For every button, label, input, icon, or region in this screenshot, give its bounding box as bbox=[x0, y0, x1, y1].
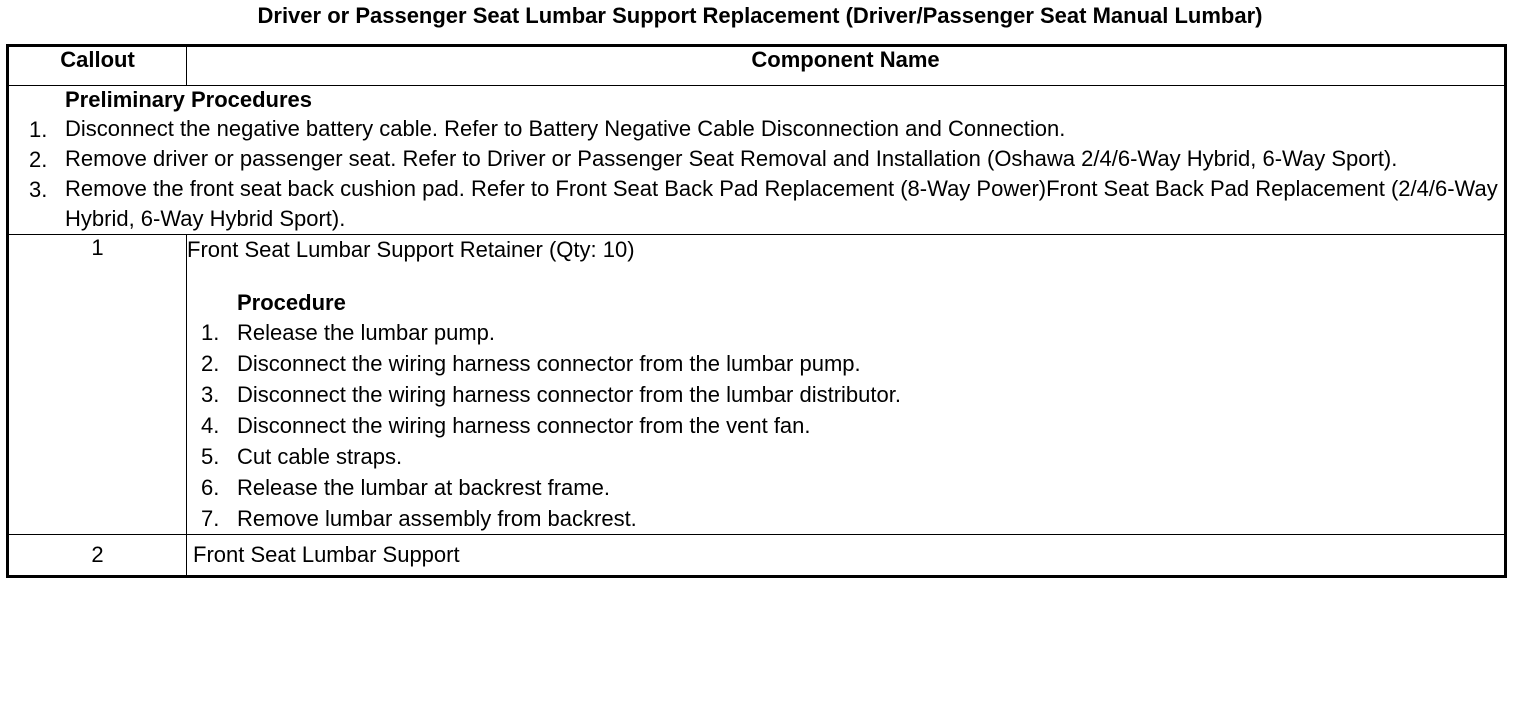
preliminary-heading: Preliminary Procedures bbox=[65, 87, 313, 112]
preliminary-row bbox=[8, 86, 1506, 235]
list-item bbox=[187, 379, 1504, 410]
preliminary-steps-list bbox=[9, 114, 1504, 234]
callout-cell: 1 bbox=[8, 235, 187, 535]
document-title: Driver or Passenger Seat Lumbar Support Replacement (Driver/Passenger Seat Manual Lumbar) bbox=[257, 3, 1263, 28]
step-text: Remove the front seat back cushion pad. Refer to Front Seat Back Pad Replacement (8-Way Power)Front Seat Back Pad Replacement (2/4/6-Way Hybrid, 6-Way Hybrid Sport). bbox=[65, 176, 1498, 231]
procedure-heading: Procedure bbox=[237, 290, 346, 315]
component-column-header: Component Name bbox=[187, 46, 1506, 86]
callout-cell: 2 bbox=[8, 535, 187, 577]
step-number: 4. bbox=[201, 413, 220, 438]
step-text: Disconnect the wiring harness connector from the lumbar pump. bbox=[237, 351, 861, 376]
step-number: 6. bbox=[201, 475, 220, 500]
list-item bbox=[187, 441, 1504, 472]
component-cell bbox=[187, 235, 1506, 535]
step-number: 3. bbox=[201, 382, 220, 407]
step-number: 1. bbox=[29, 117, 48, 142]
procedure-steps-list bbox=[187, 317, 1504, 534]
step-text: Disconnect the negative battery cable. Refer to Battery Negative Cable Disconnection and Connection. bbox=[65, 116, 1066, 141]
list-item bbox=[9, 144, 1504, 174]
list-item bbox=[187, 348, 1504, 379]
step-text: Release the lumbar pump. bbox=[237, 320, 496, 345]
callout-column-header: Callout bbox=[8, 46, 187, 86]
component-cell bbox=[187, 535, 1506, 577]
table-row bbox=[8, 535, 1506, 577]
step-text: Disconnect the wiring harness connector from the vent fan. bbox=[237, 413, 811, 438]
step-text: Remove lumbar assembly from backrest. bbox=[237, 506, 637, 531]
list-item bbox=[9, 174, 1504, 234]
step-number: 2. bbox=[29, 147, 48, 172]
step-number: 7. bbox=[201, 506, 220, 531]
step-number: 2. bbox=[201, 351, 220, 376]
preliminary-cell bbox=[8, 86, 1506, 235]
component-name: Front Seat Lumbar Support bbox=[193, 542, 460, 567]
component-name: Front Seat Lumbar Support Retainer (Qty: 10) bbox=[187, 237, 635, 262]
step-number: 3. bbox=[29, 177, 48, 202]
component-table bbox=[6, 44, 1507, 578]
step-text: Remove driver or passenger seat. Refer to Driver or Passenger Seat Removal and Installation (Oshawa 2/4/6-Way Hybrid, 6-Way Sport). bbox=[65, 146, 1398, 171]
list-item bbox=[187, 472, 1504, 503]
step-text: Cut cable straps. bbox=[237, 444, 403, 469]
step-text: Disconnect the wiring harness connector from the lumbar distributor. bbox=[237, 382, 901, 407]
table-row bbox=[8, 235, 1506, 535]
step-number: 5. bbox=[201, 444, 220, 469]
list-item bbox=[187, 503, 1504, 534]
list-item bbox=[187, 410, 1504, 441]
step-number: 1. bbox=[201, 320, 220, 345]
list-item bbox=[9, 114, 1504, 144]
step-text: Release the lumbar at backrest frame. bbox=[237, 475, 610, 500]
table-header-row bbox=[8, 46, 1506, 86]
list-item bbox=[187, 317, 1504, 348]
